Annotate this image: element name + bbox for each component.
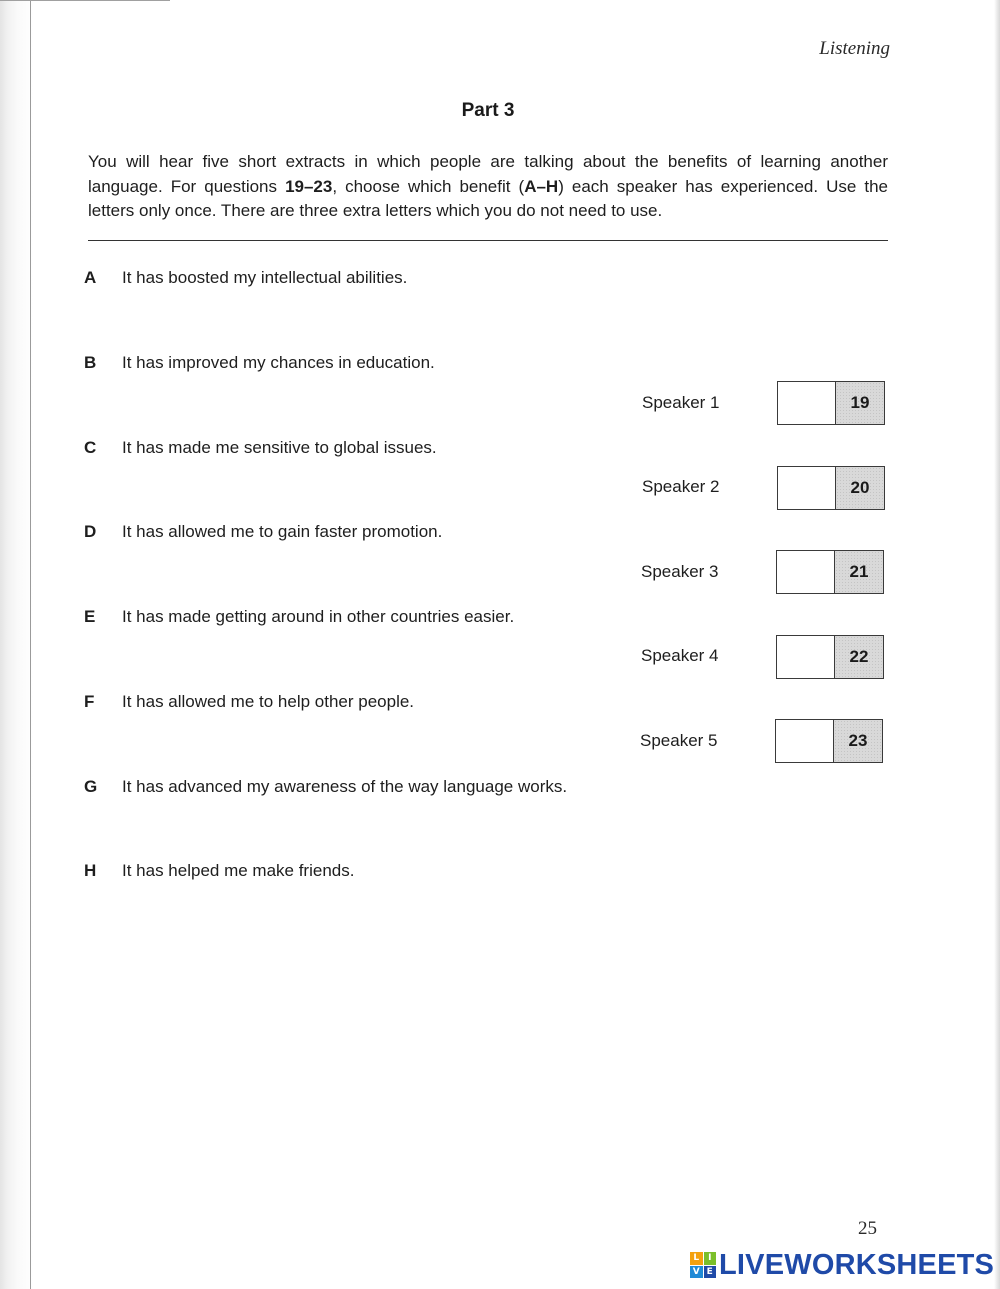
option-letter: G [84, 777, 98, 796]
option-letter: C [84, 438, 97, 457]
logo-mark-tile: L [690, 1252, 703, 1265]
letter-range: A–H [524, 176, 559, 196]
answer-box-23 [775, 719, 883, 763]
option-g [84, 777, 567, 797]
option-text: It has allowed me to help other people. [122, 692, 415, 711]
question-range: 19–23 [285, 176, 333, 196]
option-text: It has improved my chances in education. [122, 353, 435, 372]
option-letter: B [84, 353, 97, 372]
option-e [84, 607, 514, 627]
option-f [84, 692, 414, 712]
part-title: Part 3 [461, 100, 515, 121]
answer-box-21 [776, 550, 884, 594]
option-text: It has allowed me to gain faster promotion. [122, 522, 443, 541]
page-edge-right [994, 0, 1000, 1289]
question-number-23: 23 [833, 720, 882, 762]
option-text: It has helped me make friends. [122, 861, 355, 880]
option-text: It has made me sensitive to global issues. [122, 438, 437, 457]
answer-input-21[interactable] [777, 551, 834, 593]
question-number-20: 20 [835, 467, 884, 509]
instructions-text-3: ) each speaker has experienced. Use the letters only once. There are three extra letters which you do not need to use. [88, 176, 889, 220]
answer-input-19[interactable] [778, 382, 835, 424]
option-c [84, 438, 437, 458]
question-number-19: 19 [835, 382, 884, 424]
answer-box-19 [777, 381, 885, 425]
running-head: Listening [819, 38, 890, 59]
divider-rule [88, 240, 888, 241]
answer-box-20 [777, 466, 885, 510]
option-letter: H [84, 861, 97, 880]
option-letter: F [84, 692, 95, 711]
page-number: 25 [858, 1218, 877, 1239]
option-letter: E [84, 607, 96, 626]
question-number-22: 22 [834, 636, 883, 678]
speaker-4-label: Speaker 4 [641, 646, 719, 665]
logo-mark-tile: I [704, 1252, 717, 1265]
logo-mark-tile: E [704, 1266, 717, 1279]
instructions-text-2: , choose which benefit ( [332, 176, 525, 196]
instructions-text-1: You will hear five short extracts in which people are talking about the benefits of learning another language. For questions [88, 152, 888, 196]
option-d [84, 522, 442, 542]
logo-mark-icon [690, 1252, 716, 1278]
option-text: It has advanced my awareness of the way language works. [122, 777, 568, 796]
answer-input-20[interactable] [778, 467, 835, 509]
speaker-1-label: Speaker 1 [642, 393, 720, 412]
option-text: It has boosted my intellectual abilities. [122, 268, 408, 287]
page-edge-top [0, 0, 170, 1]
logo-mark-tile: V [690, 1266, 703, 1279]
logo-text: LIVEWORKSHEETS [719, 1248, 995, 1281]
speaker-2-label: Speaker 2 [642, 477, 720, 496]
speaker-5-label: Speaker 5 [640, 731, 718, 750]
option-text: It has made getting around in other countries easier. [122, 607, 515, 626]
speaker-3-label: Speaker 3 [641, 562, 719, 581]
question-number-21: 21 [834, 551, 883, 593]
option-a [84, 268, 407, 288]
answer-input-22[interactable] [777, 636, 834, 678]
option-letter: D [84, 522, 97, 541]
liveworksheets-logo[interactable] [690, 1250, 994, 1280]
instructions [88, 150, 888, 224]
answer-box-22 [776, 635, 884, 679]
answer-input-23[interactable] [776, 720, 833, 762]
option-b [84, 353, 435, 373]
option-h [84, 861, 354, 881]
option-letter: A [84, 268, 97, 287]
page-edge-left [0, 0, 34, 1289]
